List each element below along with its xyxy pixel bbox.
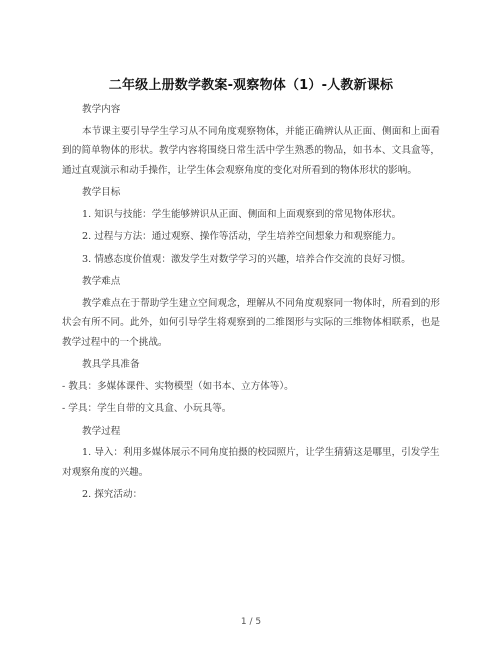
tools-item-1: - 教具：多媒体课件、实物模型（如书本、立方体等）。 [62,380,294,392]
page-indicator: 1 / 5 [240,617,262,627]
goal-item-2: 2. 过程与方法：通过观察、操作等活动，学生培养空间想象力和观察能力。 [82,231,402,242]
section-heading-content: 教学内容 [82,104,121,115]
document-title: 二年级上册数学教案-观察物体（1）-人教新课标 [108,78,394,93]
document-body [62,100,440,508]
goal-item-1: 1. 知识与技能：学生能够辨识从正面、侧面和上面观察到的常见物体形状。 [82,208,402,220]
section-heading-goals: 教学目标 [82,187,121,198]
goal-item-3: 3. 情感态度价值观：激发学生对数学学习的兴趣，培养合作交流的良好习惯。 [82,253,411,265]
section-heading-tools: 教具学具准备 [82,359,140,370]
process-item-2: 2. 探究活动： [82,489,143,500]
difficulty-paragraph: 教学难点在于帮助学生建立空间观念，理解从不同角度观察同一物体时，所看到的形状会有所不同。此外，如何引导学生将观察到的二维图形与实际的三维物体相联系，也是教学过程中的一个挑战。 [62,297,440,348]
section-heading-process: 教学过程 [82,425,121,437]
tools-item-2: - 学具：学生自带的文具盒、小玩具等。 [62,403,232,414]
section-heading-difficulty: 教学难点 [82,276,121,287]
content-paragraph: 本节课主要引导学生学习从不同角度观察物体，并能正确辨认从正面、侧面和上面看到的简单物体的形状。教学内容将围绕日常生活中学生熟悉的物品，如书本、文具盒等，通过直观演示和动手操作，让学生体会观察角度的变化对所看到的物体形状的影响。 [62,125,440,176]
process-item-1: 1. 导入：利用多媒体展示不同角度拍摄的校园照片，让学生猜猜这是哪里，引发学生对观察角度的兴趣。 [62,447,440,478]
